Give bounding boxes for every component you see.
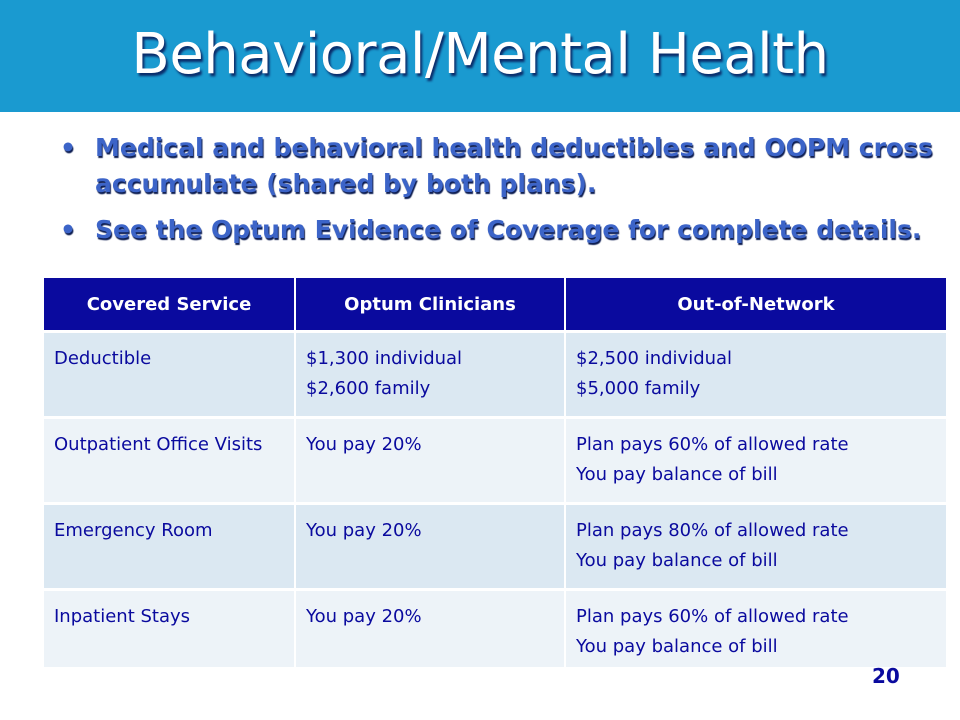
optum-cell xyxy=(295,418,565,504)
service-cell: Deductible xyxy=(44,332,295,418)
cell-line: You pay balance of bill xyxy=(576,636,778,657)
service-cell: Outpatient Office Visits xyxy=(44,418,295,504)
bullet-item xyxy=(60,130,940,202)
table-header-row xyxy=(44,278,946,332)
page-number: 20 xyxy=(872,664,900,688)
table-row xyxy=(44,504,946,590)
bullet-list xyxy=(60,130,940,258)
cell-line: You pay balance of bill xyxy=(576,464,778,485)
optum-cell xyxy=(295,590,565,668)
cell-line: Plan pays 80% of allowed rate xyxy=(576,520,849,541)
bullet-text: Medical and behavioral health deductibles and OOPM cross accumulate (shared by both plans). xyxy=(95,133,933,198)
cell-line: You pay balance of bill xyxy=(576,550,778,571)
cell-line: You pay 20% xyxy=(306,520,422,541)
bullet-item xyxy=(60,212,940,248)
optum-cell xyxy=(295,504,565,590)
bullet-text: See the Optum Evidence of Coverage for complete details. xyxy=(95,215,922,244)
cell-line: Plan pays 60% of allowed rate xyxy=(576,606,849,627)
out-of-network-cell xyxy=(565,332,946,418)
coverage-table xyxy=(44,278,946,667)
out-of-network-cell xyxy=(565,418,946,504)
header-covered-service: Covered Service xyxy=(44,278,295,332)
cell-line: $5,000 family xyxy=(576,378,701,399)
header-optum-clinicians: Optum Clinicians xyxy=(295,278,565,332)
cell-line: $2,600 family xyxy=(306,378,431,399)
slide-title: Behavioral/Mental Health xyxy=(131,22,829,87)
bullet-dot-icon: • xyxy=(60,215,76,244)
table-row xyxy=(44,418,946,504)
out-of-network-cell xyxy=(565,590,946,668)
cell-line: Plan pays 60% of allowed rate xyxy=(576,434,849,455)
optum-cell xyxy=(295,332,565,418)
service-cell: Emergency Room xyxy=(44,504,295,590)
cell-line: $1,300 individual xyxy=(306,348,463,369)
table-row xyxy=(44,332,946,418)
bullet-dot-icon: • xyxy=(60,133,76,162)
service-cell: Inpatient Stays xyxy=(44,590,295,668)
header-out-of-network: Out-of-Network xyxy=(565,278,946,332)
out-of-network-cell xyxy=(565,504,946,590)
cell-line: $2,500 individual xyxy=(576,348,733,369)
table-row xyxy=(44,590,946,668)
cell-line: You pay 20% xyxy=(306,434,422,455)
cell-line: You pay 20% xyxy=(306,606,422,627)
